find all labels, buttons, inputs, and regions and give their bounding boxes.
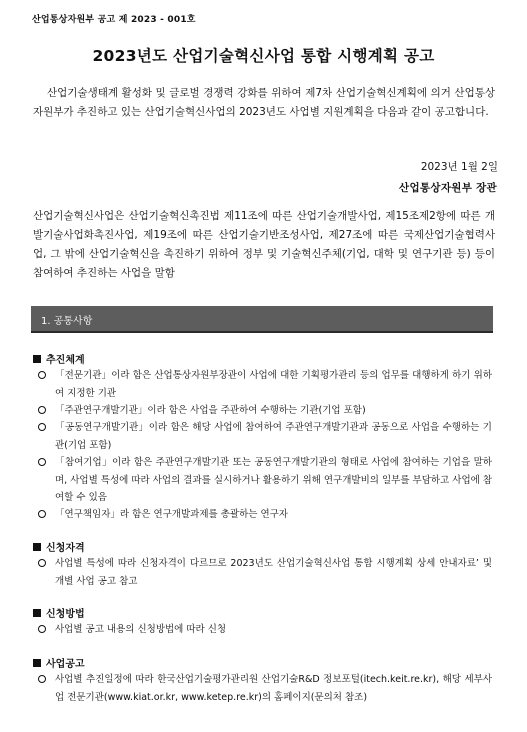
subsection-heading-eligibility (33, 539, 85, 554)
circle-bullet-icon (38, 675, 46, 683)
list-item (38, 454, 492, 507)
intro-paragraph (33, 84, 495, 122)
square-bullet-icon (33, 609, 41, 617)
list-item (38, 402, 492, 420)
list-item-text: 「주관연구개발기관」이라 함은 사업을 주관하여 수행하는 기관(기업 포함) (55, 405, 366, 416)
subsection-heading-notice (33, 655, 85, 670)
subsection-heading-text: 신청자격 (46, 543, 85, 554)
list-item-text: 사업별 특성에 따라 신청자격이 다르므로 2023년도 산업기술혁신사업 통합 시행계획 상세 안내자료’ 및 개별 사업 공고 참고 (55, 558, 492, 587)
list-item-text: 「전문기관」이라 함은 산업통상자원부장관이 사업에 대한 기획평가관리 등의 업무를 대행하게 하기 위하여 지정한 기관 (55, 370, 492, 399)
list-item-text: 「공동연구개발기관」이라 함은 해당 사업에 참여하여 주관연구개발기관과 공동으로 사업을 수행하는 기관(기업 포함) (55, 422, 492, 451)
subsection-heading-text: 추진체계 (46, 355, 85, 366)
intro-text: 산업기술생태계 활성화 및 글로벌 경쟁력 강화를 위하여 제7차 산업기술혁신계획에 의거 산업통상자원부가 추진하고 있는 산업기술혁신사업의 2023년도 사업별 지원계획을 다음과 같이 공고합니다. (33, 87, 495, 118)
list-item (38, 621, 492, 639)
list-item (38, 506, 492, 524)
announcement-date: 2023년 1월 2일 (420, 161, 498, 173)
definition-paragraph: 산업기술혁신사업은 산업기술혁신촉진법 제11조에 따른 산업기술개발사업, 제15조제2항에 따른 개발기술사업화촉진사업, 제19조에 따른 산업기술기반조성사업, 제27조에 따른 국제산업기술협력사업, 그 밖에 산업기술혁신을 촉진하기 위하여 정부 및 기술혁신주체(기업, 대학 및 연구기관 등) 등이 참여하여 추진하는 사업을 말함 (33, 210, 495, 279)
list-item-text: 사업별 공고 내용의 신청방법에 따라 신청 (55, 624, 227, 635)
list-item (38, 555, 492, 590)
circle-bullet-icon (38, 371, 46, 379)
section-header-common (31, 306, 493, 333)
subsection-heading-application (33, 605, 85, 620)
list-item-text: 「연구책임자」라 함은 연구개발과제를 총괄하는 연구자 (55, 509, 288, 520)
document-number: 산업통상자원부 공고 제 2023 - 001호 (32, 15, 196, 25)
circle-bullet-icon (38, 510, 46, 518)
circle-bullet-icon (38, 423, 46, 431)
subsection-heading-text: 신청방법 (46, 609, 85, 620)
subsection-heading-text: 사업공고 (46, 659, 85, 670)
circle-bullet-icon (38, 406, 46, 414)
circle-bullet-icon (38, 559, 46, 567)
section-header-label: 1. 공통사항 (41, 316, 93, 327)
page-title: 2023년도 산업기술혁신사업 통합 시행계획 공고 (92, 47, 435, 65)
subsection-heading-structure (33, 351, 85, 366)
list-item-text: 사업별 추진일정에 따라 한국산업기술평가관리원 산업기술R&D 정보포털(itech.keit.re.kr), 해당 세부사업 전문기관(www.kiat.or.kr, www.ketep.re.kr)의 홈페이지(문의처 참조) (55, 674, 492, 703)
circle-bullet-icon (38, 458, 46, 466)
list-item-text: 「참여기업」이라 함은 주관연구개발기관 또는 공동연구개발기관의 형태로 사업에 참여하는 기업을 말하며, 사업별 특성에 따라 사업의 결과를 실시하거나 활용하기 위해 연구개발비의 일부를 부담하고 사업에 참여할 수 있음 (55, 457, 492, 503)
square-bullet-icon (33, 543, 41, 551)
list-item (38, 419, 492, 454)
list-item (38, 367, 492, 402)
circle-bullet-icon (38, 625, 46, 633)
square-bullet-icon (33, 659, 41, 667)
signer: 산업통상자원부 장관 (399, 182, 497, 194)
square-bullet-icon (33, 355, 41, 363)
list-item (38, 671, 492, 706)
